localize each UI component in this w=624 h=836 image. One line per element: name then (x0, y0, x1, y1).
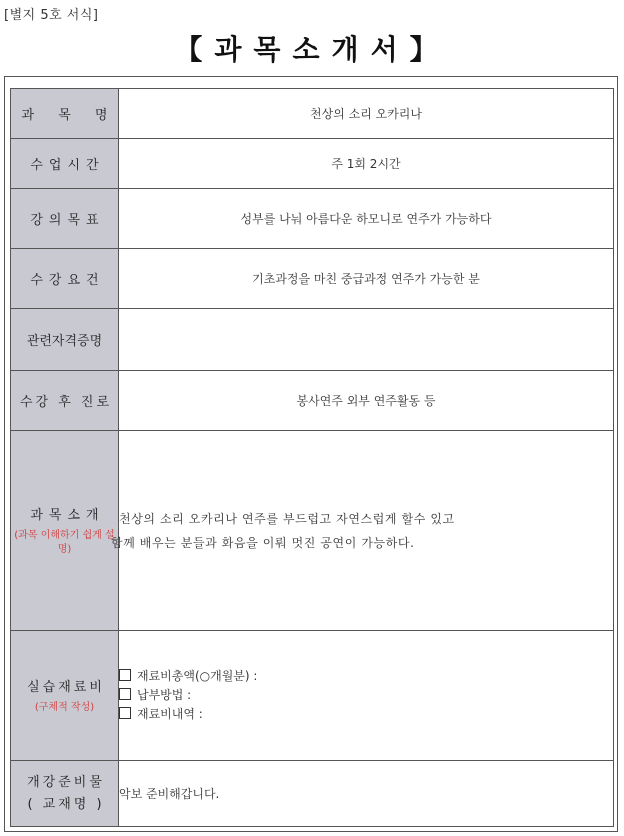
row-certificate (11, 309, 614, 371)
label-intro: 과목소개 (과목 이해하기 쉽게 설명) (11, 431, 119, 631)
row-career (11, 371, 614, 431)
course-form-table (10, 88, 614, 827)
label-objective: 강의목표 (11, 189, 119, 249)
label-class-time: 수업시간 (11, 139, 119, 189)
value-class-time[interactable]: 주 1회 2시간 (119, 139, 614, 189)
label-career: 수강 후 진로 (11, 371, 119, 431)
label-certificate: 관련자격증명 (11, 309, 119, 371)
label-materials: 실습재료비 (구체적 작성) (11, 631, 119, 761)
value-requirements[interactable]: 기초과정을 마친 중급과정 연주가 가능한 분 (119, 249, 614, 309)
label-course-name: 과 목 명 (11, 89, 119, 139)
materials-item: 납부방법 : (119, 686, 613, 705)
row-prep (11, 761, 614, 827)
row-materials (11, 631, 614, 761)
value-materials (119, 631, 614, 761)
row-intro (11, 431, 614, 631)
document-title: 【과목소개서】 (174, 33, 450, 66)
intro-line-2: 함께 배우는 분들과 화음을 이뤄 멋진 공연이 가능하다. (111, 535, 415, 550)
checkbox-icon[interactable] (119, 688, 131, 700)
row-class-time (11, 139, 614, 189)
value-intro[interactable] (111, 431, 614, 631)
label-materials-sub: (구체적 작성) (34, 702, 95, 713)
label-prep: 개강준비물 ( 교재명 ) (11, 761, 119, 827)
value-career[interactable]: 봉사연주 외부 연주활동 등 (119, 371, 614, 431)
form-reference: [별지 5호 서식] (4, 8, 99, 23)
intro-line-1: 천상의 소리 오카리나 연주를 부드럽고 자연스럽게 할수 있고 (119, 511, 455, 526)
row-objective (11, 189, 614, 249)
value-certificate[interactable] (119, 309, 614, 371)
label-intro-sub: (과목 이해하기 쉽게 설명) (14, 530, 115, 555)
value-prep[interactable]: 악보 준비해갑니다. (119, 761, 614, 827)
row-course-name (11, 89, 614, 139)
row-requirements (11, 249, 614, 309)
materials-item: 재료비내역 : (119, 705, 613, 724)
materials-item: 재료비총액(○개월분) : (119, 667, 613, 686)
label-requirements: 수강요건 (11, 249, 119, 309)
value-course-name[interactable]: 천상의 소리 오카리나 (119, 89, 614, 139)
value-objective[interactable]: 성부를 나눠 아름다운 하모니로 연주가 가능하다 (119, 189, 614, 249)
checkbox-icon[interactable] (119, 669, 131, 681)
checkbox-icon[interactable] (119, 707, 131, 719)
